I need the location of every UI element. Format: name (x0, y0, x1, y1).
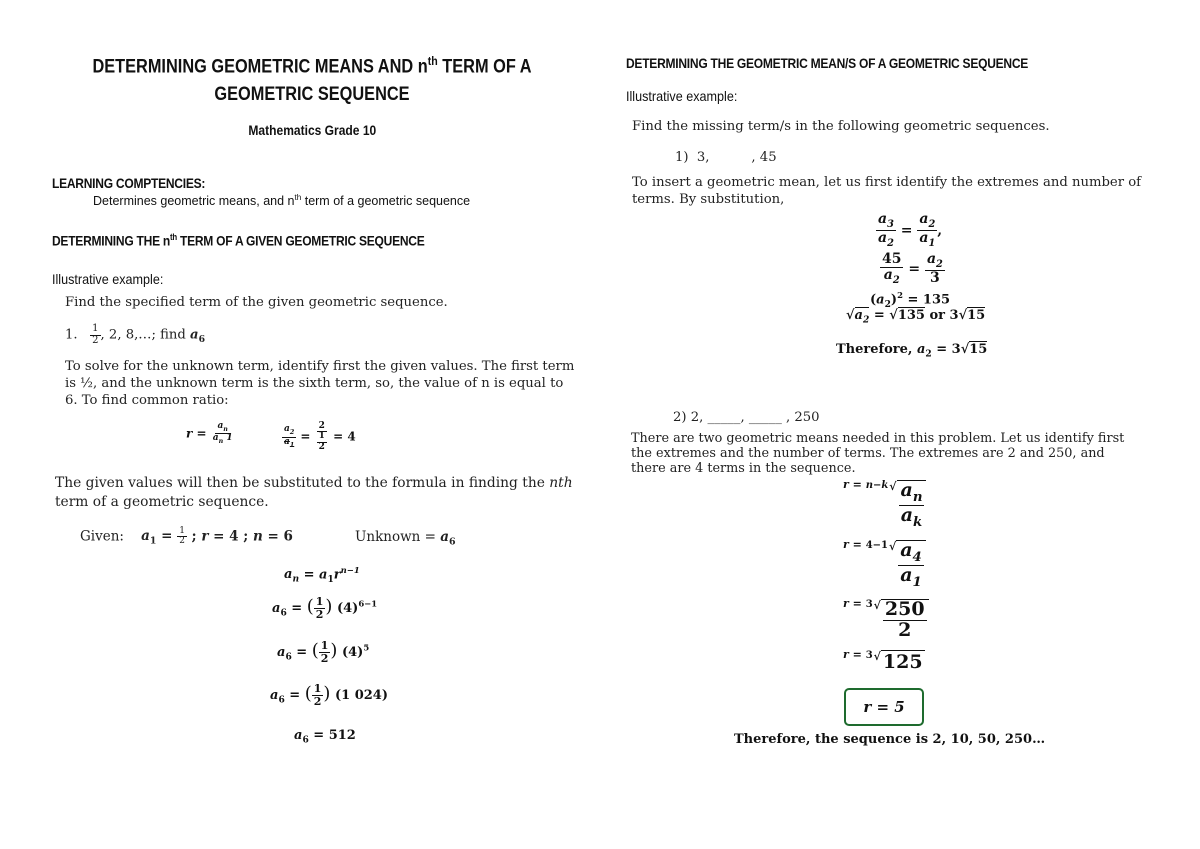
ratio-formula: r = $\frac{a_n}{a_n 1}$ (186, 421, 233, 446)
given-values: Given: $a_1$ = $\frac{1}{2}$ ; r = 4 ; n = 6 (80, 526, 293, 548)
root-formula-values: r = 3 √ $\frac{250}{2}$ (843, 597, 929, 641)
competency-text: Determines geometric means, and $n^{th}$ term of a geometric sequence (93, 193, 471, 209)
sqrt-equation: $√a_2 = √135$ or 3√15 (846, 308, 986, 326)
root-formula-simplified: r = 3 √ 125 (843, 648, 923, 673)
step-result: $a_6 = 512$ (294, 728, 356, 746)
unknown-value: Unknown = $a_6$ (355, 529, 456, 548)
problem-2: 2) 2, _____, _____ , 250 (673, 410, 820, 425)
illustrative-label-left: Illustrative example: (52, 271, 164, 287)
ratio-equality: $\frac{a_3}{a_2}$ = $\frac{a_2}{a_1}$ , (878, 211, 943, 249)
ratio-substituted: $\frac{45}{a_2}$ = $\frac{a_2}{3}$ (882, 251, 943, 287)
section-heading-geometric-means: DETERMINING THE GEOMETRIC MEAN/S OF A GEOMETRIC SEQUENCE (626, 55, 1029, 71)
paragraph-insert-mean: To insert a geometric mean, let us first identify the extremes and number of terms. By substitution, (632, 175, 1142, 207)
competencies-heading: LEARNING COMPTENCIES: (52, 175, 206, 191)
root-formula-substituted: r = 4−1 √ $\frac{a_4}{a_1}$ (843, 538, 926, 590)
section-heading-nth-term: DETERMINING THE $n^{th}$ TERM OF A GIVEN GEOMETRIC SEQUENCE (52, 232, 425, 249)
ratio-answer-box: r = 5 (844, 688, 924, 726)
nth-term-formula: $a_n = a_1r^{n-1}$ (284, 565, 360, 585)
paragraph-substitute: The given values will then be substituted to the formula in finding the nth term of a geometric sequence. (55, 475, 573, 510)
ratio-computation: $\frac{a_2}{a_1}$ = $\frac{2}{\frac{1}{2}}$ = 4 (284, 421, 356, 452)
example-item-1: 1. $\frac{1}{2}$ , 2, 8,…; find $a_6$ (65, 323, 206, 346)
step-2: $a_6$ = ( $\frac{1}{2}$ ) $(4)^5$ (277, 639, 370, 665)
paragraph-two-means: There are two geometric means needed in this problem. Let us identify first the extremes and the number of terms. The extremes are 2 and 250, and there are 4 terms in the sequence. (631, 431, 1125, 476)
find-text-left: Find the specified term of the given geometric sequence. (65, 295, 448, 310)
step-3: $a_6$ = ( $\frac{1}{2}$ ) (1 024) (270, 682, 388, 708)
root-formula-general: r = n−k √ $\frac{a_n}{a_k}$ (843, 478, 926, 530)
problem-1: 1) 3, , 45 (675, 150, 777, 165)
step-1: $a_6$ = ( $\frac{1}{2}$ ) $(4)^{6-1}$ (272, 595, 378, 621)
paragraph-solve: To solve for the unknown term, identify first the given values. The first term is ½, and the unknown term is the sixth term, so, the value of n is equal to 6. To find common ratio: (65, 359, 575, 408)
page-title: DETERMINING GEOMETRIC MEANS AND $n^{th}$ TERM OF A GEOMETRIC SEQUENCE (92, 54, 532, 106)
subtitle: Mathematics Grade 10 (248, 122, 376, 138)
illustrative-label-right: Illustrative example: (626, 88, 738, 104)
square-equation: $(a_2)^2 = 135$ (870, 290, 951, 310)
therefore-2: Therefore, the sequence is 2, 10, 50, 250… (734, 732, 1046, 747)
therefore-1: Therefore, $a_2 = 3√15$ (836, 342, 988, 360)
find-text-right: Find the missing term/s in the following geometric sequences. (632, 119, 1050, 134)
